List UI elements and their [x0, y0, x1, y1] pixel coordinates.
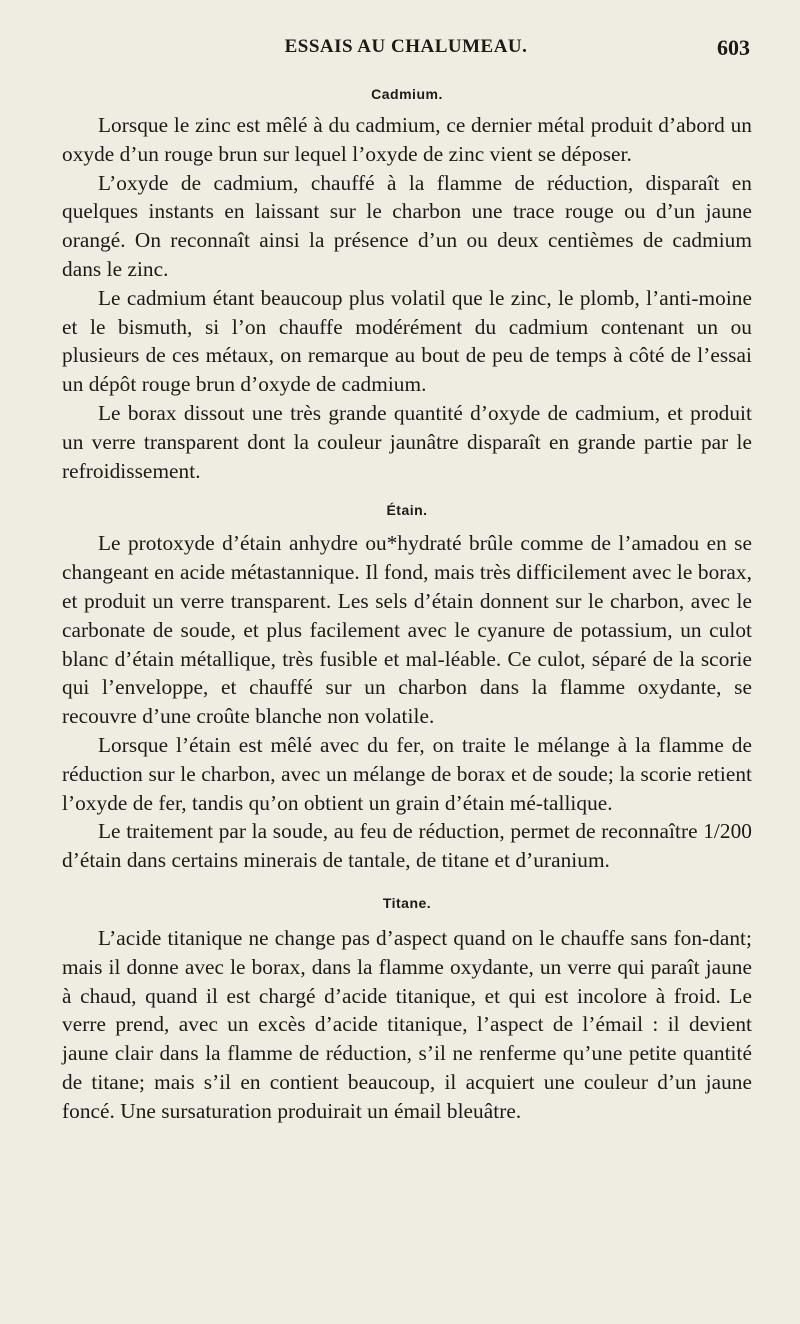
paragraph: Le borax dissout une très grande quantité d’oxyde de cadmium, et produit un verre transparent dont la couleur jaunâtre disparaît en grande partie par le refroidissement. [62, 400, 752, 483]
paragraph: Le traitement par la soude, au feu de réduction, permet de reconnaître 1/200 d’étain dans certains minerais de tantale, de titane et d’uranium. [62, 819, 752, 873]
running-title: ESSAIS AU CHALUMEAU. [284, 36, 528, 57]
section-etain [62, 502, 752, 875]
section-titane [62, 895, 752, 1126]
paragraph: Le protoxyde d’étain anhydre ou*hydraté brûle comme de l’amadou en se changeant en acide métastannique. Il fond, mais très difficilement avec le borax, et produit un verre transparent. Les sels d’étain donnent sur le charbon, avec le carbonate de soude, et plus facilement avec le cyanure de potassium, un culot blanc d’étain métallique, très fusible et mal-léable. Ce culot, séparé de la scorie qui l’enveloppe, et chauffé sur un charbon dans la flamme oxydante, se recouvre d’une croûte blanche non volatile. [62, 531, 752, 729]
paragraph: L’oxyde de cadmium, chauffé à la flamme de réduction, disparaît en quelques instants en laissant sur le charbon une trace rouge ou d’un jaune orangé. On reconnaît ainsi la présence d’un ou deux centièmes de cadmium dans le zinc. [62, 170, 752, 281]
page-body [62, 86, 752, 1126]
section-title: Titane. [382, 894, 432, 911]
paragraph: Le cadmium étant beaucoup plus volatil que le zinc, le plomb, l’anti-moine et le bismuth, si l’on chauffe modérément du cadmium contenant un ou plusieurs de ces métaux, on remarque au bout de peu de temps à côté de l’essai un dépôt rouge brun d’oxyde de cadmium. [62, 285, 752, 397]
paragraph: L’acide titanique ne change pas d’aspect quand on le chauffe sans fon-dant; mais il donne avec le borax, dans la flamme oxydante, un verre qui paraît jaune à chaud, quand il est chargé d’acide titanique, et qui est incolore à froid. Le verre prend, avec un excès d’acide titanique, l’aspect de l’émail : il devient jaune clair dans la flamme de réduction, s’il ne renferme qu’une petite quantité de titane; mais s’il en contient beaucoup, il acquiert une couleur d’un jaune foncé. Une sursaturation produirait un émail bleuâtre. [62, 925, 752, 1123]
paragraph: Lorsque l’étain est mêlé avec du fer, on traite le mélange à la flamme de réduction sur le charbon, avec un mélange de borax et de soude; la scorie retient l’oxyde de fer, tandis qu’on obtient un grain d’étain mé-tallique. [62, 732, 752, 815]
section-title: Étain. [386, 502, 428, 519]
page-header [62, 36, 750, 62]
paragraph: Lorsque le zinc est mêlé à du cadmium, ce dernier métal produit d’abord un oxyde d’un rouge brun sur lequel l’oxyde de zinc vient se déposer. [62, 113, 752, 166]
section-cadmium [62, 86, 752, 485]
section-title: Cadmium. [371, 86, 443, 102]
page-number: 603 [717, 35, 750, 60]
